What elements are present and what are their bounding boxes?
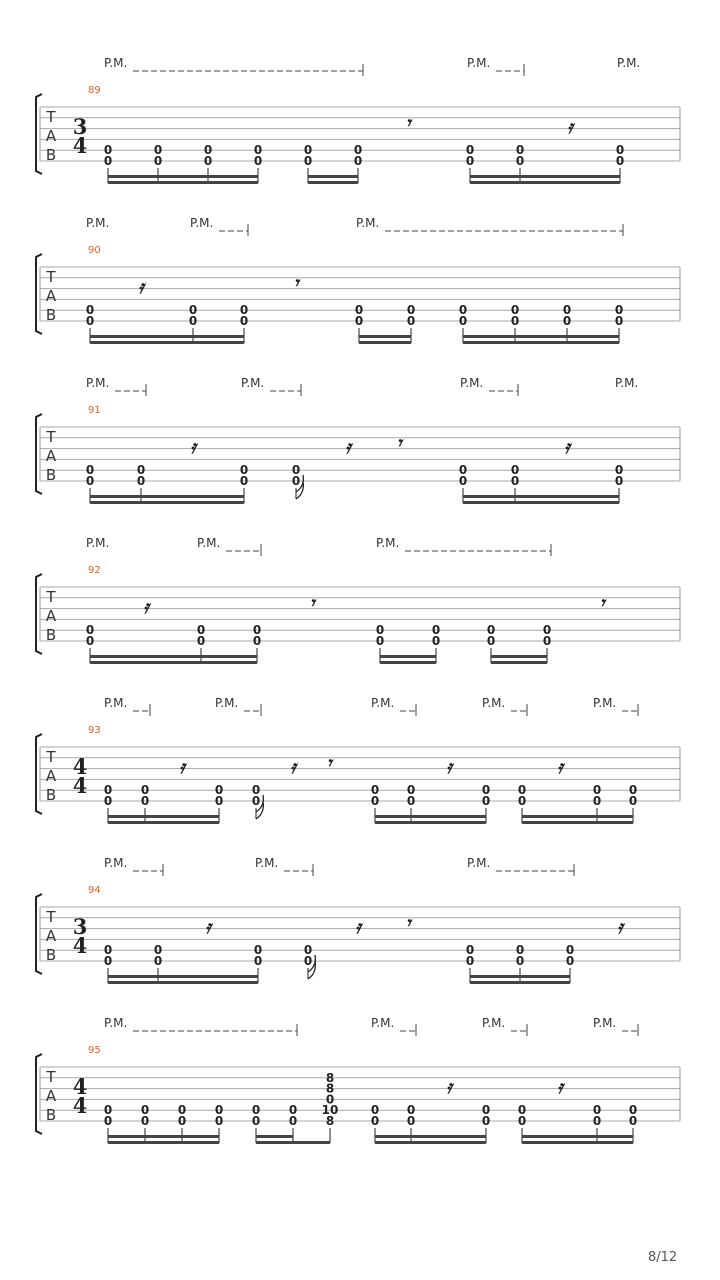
palm-mute-label: P.M. — [190, 216, 214, 230]
fret-number: 0 — [136, 474, 146, 488]
fret-number: 0 — [628, 1103, 638, 1118]
palm-mute-label: P.M. — [482, 1016, 506, 1030]
palm-mute-label: P.M. — [371, 696, 395, 710]
fret-number: 0 — [140, 783, 150, 798]
palm-mute-label: P.M. — [371, 1016, 395, 1030]
eighth-rest: 𝄾 — [309, 593, 315, 614]
fret-number: 0 — [592, 1114, 602, 1128]
system-bracket — [36, 894, 42, 974]
note-beam — [491, 661, 547, 664]
palm-mute-label: P.M. — [482, 696, 506, 710]
note-beam — [522, 821, 633, 824]
fret-number: 0 — [103, 154, 113, 168]
note-beam — [308, 175, 358, 178]
note-beam — [108, 981, 258, 984]
page-number: 8/12 — [648, 1250, 678, 1265]
fret-number: 0 — [562, 303, 572, 318]
fret-number: 0 — [177, 1114, 187, 1128]
palm-mute-label: P.M. — [617, 56, 641, 70]
fret-number: 0 — [85, 623, 95, 638]
fret-number: 0 — [628, 794, 638, 808]
fret-number: 0 — [354, 314, 364, 328]
time-signature-bottom: 4 — [72, 1093, 88, 1118]
sixteenth-rest: 𝄿 — [205, 917, 211, 938]
fret-number: 0 — [615, 154, 625, 168]
palm-mute-label: P.M. — [86, 216, 110, 230]
time-signature-top: 4 — [72, 1074, 88, 1099]
note-beam — [375, 1135, 486, 1138]
fret-number: 0 — [214, 783, 224, 798]
fret-number: 0 — [542, 623, 552, 638]
measure-number: 90 — [88, 245, 101, 256]
sixteenth-rest: 𝄿 — [179, 757, 185, 778]
fret-number: 0 — [406, 783, 416, 798]
tab-label-b: B — [45, 146, 57, 164]
fret-number: 0 — [188, 303, 198, 318]
note-beam — [470, 181, 620, 184]
note-beam — [522, 1135, 633, 1138]
fret-number: 0 — [565, 954, 575, 968]
system-bracket — [36, 574, 42, 654]
palm-mute-label: P.M. — [376, 536, 400, 550]
note-beam — [90, 661, 257, 664]
fret-number: 0 — [542, 634, 552, 648]
sixteenth-rest: 𝄿 — [557, 1077, 563, 1098]
fret-number: 0 — [353, 143, 363, 158]
measure-number: 89 — [88, 85, 101, 96]
fret-number: 0 — [431, 623, 441, 638]
fret-number: 0 — [465, 943, 475, 958]
note-beam — [522, 1141, 633, 1144]
fret-number: 0 — [515, 943, 525, 958]
note-beam — [380, 661, 436, 664]
fret-number: 0 — [153, 154, 163, 168]
fret-number: 0 — [103, 1114, 113, 1128]
sixteenth-rest: 𝄿 — [567, 117, 573, 138]
sixteenth-rest: 𝄿 — [138, 277, 144, 298]
sixteenth-rest: 𝄿 — [355, 917, 361, 938]
measure-number: 95 — [88, 1045, 101, 1056]
fret-number: 0 — [214, 1114, 224, 1128]
note-beam — [463, 501, 619, 504]
time-signature-bottom: 4 — [72, 773, 88, 798]
eighth-rest: 𝄾 — [405, 113, 411, 134]
sixteenth-rest: 𝄿 — [557, 757, 563, 778]
fret-number: 0 — [481, 794, 491, 808]
fret-number: 0 — [103, 1103, 113, 1118]
eighth-rest: 𝄾 — [599, 593, 605, 614]
fret-number: 0 — [153, 954, 163, 968]
fret-number: 0 — [103, 954, 113, 968]
fret-number: 0 — [85, 474, 95, 488]
fret-number: 0 — [486, 623, 496, 638]
note-beam — [90, 495, 244, 498]
fret-number: 0 — [291, 463, 301, 478]
system-bracket — [36, 1054, 42, 1134]
note-beam — [108, 175, 258, 178]
note-beam — [308, 181, 358, 184]
tab-label-a: A — [45, 607, 57, 625]
note-beam — [90, 501, 244, 504]
palm-mute-label: P.M. — [460, 376, 484, 390]
fret-number: 0 — [517, 1103, 527, 1118]
note-beam — [380, 655, 436, 658]
palm-mute-label: P.M. — [467, 56, 491, 70]
fret-number: 0 — [481, 783, 491, 798]
palm-mute-label: P.M. — [197, 536, 221, 550]
time-signature-top: 3 — [72, 914, 88, 939]
eighth-rest: 𝄾 — [405, 913, 411, 934]
fret-number: 0 — [510, 474, 520, 488]
fret-number: 0 — [510, 463, 520, 478]
note-beam — [463, 335, 619, 338]
system-bracket — [36, 94, 42, 174]
fret-number: 0 — [239, 314, 249, 328]
fret-number: 0 — [253, 954, 263, 968]
fret-number: 0 — [406, 303, 416, 318]
palm-mute-label: P.M. — [241, 376, 265, 390]
fret-number: 0 — [517, 1114, 527, 1128]
palm-mute-label: P.M. — [104, 856, 128, 870]
note-beam — [463, 341, 619, 344]
fret-number: 0 — [203, 143, 213, 158]
note-beam — [463, 495, 619, 498]
tab-label-t: T — [46, 428, 56, 446]
fret-number: 0 — [615, 143, 625, 158]
fret-number: 0 — [592, 1103, 602, 1118]
fret-number: 0 — [85, 634, 95, 648]
palm-mute-label: P.M. — [86, 376, 110, 390]
system-bracket — [36, 734, 42, 814]
system-bracket — [36, 414, 42, 494]
tab-label-a: A — [45, 927, 57, 945]
palm-mute-label: P.M. — [356, 216, 380, 230]
time-signature-top: 3 — [72, 114, 88, 139]
fret-number: 0 — [458, 474, 468, 488]
fret-number: 0 — [103, 943, 113, 958]
fret-number: 0 — [85, 303, 95, 318]
tab-label-t: T — [46, 748, 56, 766]
measure-number: 91 — [88, 405, 101, 416]
tab-label-t: T — [46, 268, 56, 286]
fret-number: 0 — [103, 794, 113, 808]
fret-number: 0 — [252, 634, 262, 648]
fret-number: 0 — [103, 783, 113, 798]
fret-number: 0 — [614, 303, 624, 318]
fret-number: 0 — [375, 623, 385, 638]
fret-number: 0 — [515, 143, 525, 158]
fret-number: 0 — [406, 794, 416, 808]
sixteenth-rest: 𝄿 — [345, 437, 351, 458]
sixteenth-rest: 𝄿 — [446, 1077, 452, 1098]
fret-number: 0 — [515, 154, 525, 168]
measure-number: 94 — [88, 885, 101, 896]
tab-label-t: T — [46, 108, 56, 126]
fret-number: 0 — [592, 794, 602, 808]
tab-label-t: T — [46, 1068, 56, 1086]
fret-number: 0 — [562, 314, 572, 328]
note-beam — [256, 1141, 293, 1144]
note-beam — [108, 975, 258, 978]
palm-mute-label: P.M. — [615, 376, 639, 390]
tab-label-b: B — [45, 946, 57, 964]
fret-number: 0 — [85, 463, 95, 478]
fret-number: 0 — [136, 463, 146, 478]
fret-number: 0 — [353, 154, 363, 168]
fret-number: 8 — [325, 1081, 335, 1096]
fret-number: 0 — [458, 314, 468, 328]
fret-number: 0 — [614, 463, 624, 478]
note-beam — [470, 981, 570, 984]
time-signature-bottom: 4 — [72, 933, 88, 958]
fret-number: 0 — [214, 794, 224, 808]
note-beam — [108, 1141, 219, 1144]
tab-label-b: B — [45, 1106, 57, 1124]
fret-number: 0 — [153, 143, 163, 158]
tab-label-b: B — [45, 306, 57, 324]
time-signature-top: 4 — [72, 754, 88, 779]
fret-number: 0 — [239, 303, 249, 318]
palm-mute-label: P.M. — [593, 1016, 617, 1030]
fret-number: 0 — [251, 783, 261, 798]
fret-number: 0 — [458, 463, 468, 478]
fret-number: 0 — [303, 154, 313, 168]
note-beam — [256, 1135, 293, 1138]
fret-number: 0 — [196, 634, 206, 648]
note-beam — [359, 335, 411, 338]
fret-number: 0 — [153, 943, 163, 958]
fret-number: 0 — [406, 1103, 416, 1118]
note-beam — [491, 655, 547, 658]
fret-number: 0 — [486, 634, 496, 648]
tab-label-a: A — [45, 767, 57, 785]
note-beam — [522, 815, 633, 818]
tab-label-t: T — [46, 908, 56, 926]
fret-number: 0 — [288, 1103, 298, 1118]
fret-number: 0 — [253, 143, 263, 158]
fret-number: 0 — [251, 1114, 261, 1128]
palm-mute-label: P.M. — [255, 856, 279, 870]
palm-mute-label: P.M. — [215, 696, 239, 710]
fret-number: 0 — [370, 783, 380, 798]
note-beam — [108, 1135, 219, 1138]
sixteenth-rest: 𝄿 — [290, 757, 296, 778]
tab-label-b: B — [45, 466, 57, 484]
palm-mute-label: P.M. — [86, 536, 110, 550]
tab-label-t: T — [46, 588, 56, 606]
fret-number: 0 — [465, 154, 475, 168]
fret-number: 0 — [592, 783, 602, 798]
fret-number: 0 — [565, 943, 575, 958]
fret-number: 0 — [406, 314, 416, 328]
fret-number: 0 — [510, 314, 520, 328]
sixteenth-rest: 𝄿 — [143, 597, 149, 618]
fret-number: 0 — [628, 1114, 638, 1128]
fret-number: 0 — [140, 1114, 150, 1128]
fret-number: 0 — [370, 1114, 380, 1128]
note-beam — [375, 815, 486, 818]
fret-number: 0 — [515, 954, 525, 968]
note-beam — [359, 341, 411, 344]
fret-number: 0 — [251, 794, 261, 808]
fret-number: 0 — [251, 1103, 261, 1118]
tab-label-a: A — [45, 127, 57, 145]
tab-label-a: A — [45, 287, 57, 305]
fret-number: 0 — [103, 143, 113, 158]
fret-number: 0 — [239, 463, 249, 478]
sixteenth-rest: 𝄿 — [564, 437, 570, 458]
palm-mute-label: P.M. — [593, 696, 617, 710]
note-beam — [90, 655, 257, 658]
fret-number: 0 — [188, 314, 198, 328]
tab-label-b: B — [45, 626, 57, 644]
sixteenth-rest: 𝄿 — [190, 437, 196, 458]
eighth-rest: 𝄾 — [293, 273, 299, 294]
tab-label-a: A — [45, 447, 57, 465]
fret-number: 10 — [321, 1103, 339, 1118]
fret-number: 0 — [177, 1103, 187, 1118]
fret-number: 0 — [481, 1103, 491, 1118]
fret-number: 0 — [85, 314, 95, 328]
palm-mute-label: P.M. — [104, 56, 128, 70]
fret-number: 0 — [517, 794, 527, 808]
fret-number: 0 — [354, 303, 364, 318]
fret-number: 0 — [375, 634, 385, 648]
fret-number: 0 — [370, 1103, 380, 1118]
palm-mute-label: P.M. — [104, 696, 128, 710]
fret-number: 0 — [465, 954, 475, 968]
fret-number: 0 — [325, 1092, 335, 1107]
fret-number: 0 — [253, 943, 263, 958]
note-beam — [375, 1141, 486, 1144]
fret-number: 8 — [325, 1070, 335, 1085]
system-bracket — [36, 254, 42, 334]
measure-number: 92 — [88, 565, 101, 576]
note-beam — [108, 181, 258, 184]
fret-number: 0 — [203, 154, 213, 168]
eighth-rest: 𝄾 — [326, 753, 332, 774]
fret-number: 0 — [253, 154, 263, 168]
time-signature-bottom: 4 — [72, 133, 88, 158]
fret-number: 0 — [458, 303, 468, 318]
fret-number: 0 — [140, 794, 150, 808]
tab-label-b: B — [45, 786, 57, 804]
fret-number: 8 — [325, 1114, 335, 1128]
fret-number: 0 — [431, 634, 441, 648]
fret-number: 0 — [214, 1103, 224, 1118]
sixteenth-rest: 𝄿 — [617, 917, 623, 938]
eighth-rest: 𝄾 — [396, 433, 402, 454]
measure-number: 93 — [88, 725, 101, 736]
fret-number: 0 — [370, 794, 380, 808]
note-beam — [90, 335, 244, 338]
tab-label-a: A — [45, 1087, 57, 1105]
fret-number: 0 — [140, 1103, 150, 1118]
note-beam — [470, 175, 620, 178]
fret-number: 0 — [303, 943, 313, 958]
note-beam — [90, 341, 244, 344]
note-beam — [108, 815, 219, 818]
sixteenth-rest: 𝄿 — [446, 757, 452, 778]
fret-number: 0 — [614, 314, 624, 328]
fret-number: 0 — [303, 143, 313, 158]
note-beam — [108, 821, 219, 824]
fret-number: 0 — [303, 954, 313, 968]
fret-number: 0 — [510, 303, 520, 318]
fret-number: 0 — [291, 474, 301, 488]
palm-mute-label: P.M. — [467, 856, 491, 870]
fret-number: 0 — [517, 783, 527, 798]
fret-number: 0 — [239, 474, 249, 488]
fret-number: 0 — [465, 143, 475, 158]
fret-number: 0 — [614, 474, 624, 488]
fret-number: 0 — [288, 1114, 298, 1128]
fret-number: 0 — [196, 623, 206, 638]
fret-number: 0 — [481, 1114, 491, 1128]
note-beam — [375, 821, 486, 824]
fret-number: 0 — [406, 1114, 416, 1128]
fret-number: 0 — [252, 623, 262, 638]
fret-number: 0 — [628, 783, 638, 798]
palm-mute-label: P.M. — [104, 1016, 128, 1030]
note-beam — [470, 975, 570, 978]
note-beam — [293, 1141, 330, 1144]
